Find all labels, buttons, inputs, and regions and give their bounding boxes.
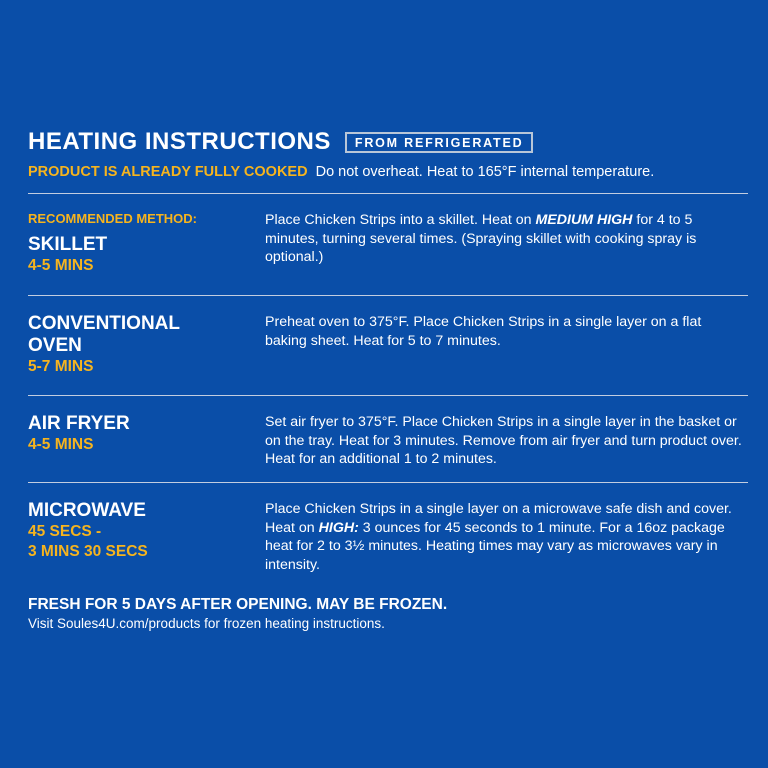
method-name: OVEN	[28, 335, 82, 356]
method-time: 3 MINS 30 SECS	[28, 543, 148, 560]
method-name: MICROWAVE	[28, 500, 146, 521]
oven-description: Preheat oven to 375°F. Place Chicken Strips in a single layer on a flat baking sheet. Heat for 5 to 7 minutes.	[265, 314, 702, 349]
method-time: 4-5 MINS	[28, 257, 94, 274]
microwave-description	[265, 500, 745, 574]
subtitle	[28, 164, 654, 180]
method-name: AIR FRYER	[28, 413, 130, 434]
method-time: 4-5 MINS	[28, 436, 94, 453]
divider-top	[28, 193, 748, 194]
recommended-label: RECOMMENDED METHOD:	[28, 211, 197, 226]
method-time: 5-7 MINS	[28, 358, 94, 375]
method-name: SKILLET	[28, 234, 108, 255]
method-name: CONVENTIONAL	[28, 313, 180, 334]
desc-text: Place Chicken Strips in a single layer on a microwave safe dish and cover. Heat on	[265, 501, 732, 536]
desc-text: Place Chicken Strips into a skillet. Heat on	[265, 212, 536, 228]
title-row	[28, 128, 533, 156]
temperature-notice: Do not overheat. Heat to 165°F internal temperature.	[315, 164, 655, 180]
refrigerated-badge: FROM REFRIGERATED	[345, 132, 534, 153]
method-time: 45 SECS -	[28, 523, 102, 540]
divider	[28, 482, 748, 483]
fully-cooked-notice: PRODUCT IS ALREADY FULLY COOKED	[28, 164, 308, 180]
desc-emphasis: MEDIUM HIGH	[535, 212, 633, 228]
air-fryer-description: Set air fryer to 375°F. Place Chicken Strips in a single layer in the basket or on the tray. Heat for 3 minutes. Remove from air fryer and turn product over. Heat for an additional 1 to 2 minutes.	[265, 414, 742, 467]
freshness-notice: FRESH FOR 5 DAYS AFTER OPENING. MAY BE FROZEN.	[28, 596, 448, 613]
skillet-description	[265, 211, 745, 267]
desc-text: for 4 to 5 minutes, turning several times. (Spraying skillet with cooking spray is optional.)	[265, 212, 697, 265]
desc-emphasis: HIGH:	[318, 519, 359, 536]
method-oven	[28, 313, 180, 377]
divider	[28, 395, 748, 396]
method-skillet	[28, 211, 197, 276]
page-title: HEATING INSTRUCTIONS	[28, 128, 331, 155]
desc-text: 3 ounces for 45 seconds to 1 minute. For a 16oz package heat for 2 to 3½ minutes. Heating times may vary as microwaves vary in intensity.	[265, 519, 725, 573]
divider	[28, 295, 748, 296]
method-microwave	[28, 500, 148, 562]
website-notice: Visit Soules4U.com/products for frozen heating instructions.	[28, 616, 385, 631]
method-air-fryer	[28, 413, 130, 455]
